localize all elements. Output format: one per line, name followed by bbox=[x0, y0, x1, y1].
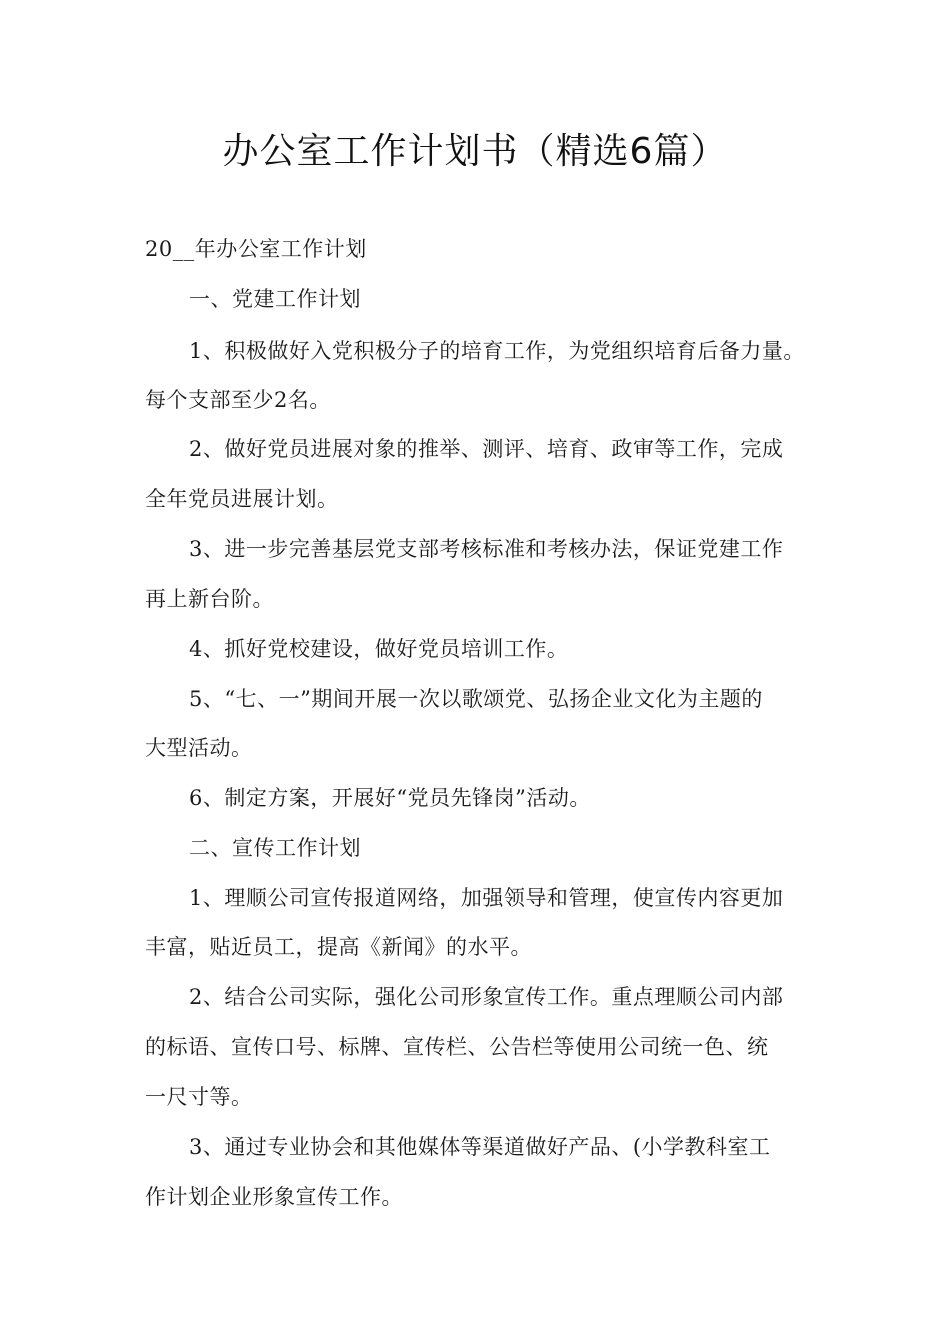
paragraph-line: 1、积极做好入党积极分子的培育工作，为党组织培育后备力量。 bbox=[189, 339, 805, 363]
paragraph-line: 1、理顺公司宣传报道网络，加强领导和管理，使宣传内容更加 bbox=[189, 886, 784, 910]
paragraph-line: 再上新台阶。 bbox=[145, 587, 274, 611]
section-heading: 一、党建工作计划 bbox=[189, 287, 361, 311]
paragraph-line: 丰富，贴近员工，提高《新闻》的水平。 bbox=[145, 935, 532, 959]
paragraph-line: 每个支部至少2名。 bbox=[145, 388, 331, 412]
paragraph-line: 2、做好党员进展对象的推举、测评、培育、政审等工作，完成 bbox=[189, 437, 784, 461]
paragraph-line: 一尺寸等。 bbox=[145, 1085, 253, 1109]
paragraph-line: 3、进一步完善基层党支部考核标准和考核办法，保证党建工作 bbox=[189, 537, 784, 561]
paragraph-line: 6、制定方案，开展好“党员先锋岗”活动。 bbox=[189, 786, 591, 810]
paragraph-line: 3、通过专业协会和其他媒体等渠道做好产品、(小学教科室工 bbox=[189, 1135, 771, 1159]
paragraph-line: 的标语、宣传口号、标牌、宣传栏、公告栏等使用公司统一色、统 bbox=[145, 1035, 769, 1059]
document-title: 办公室工作计划书（精选6篇） bbox=[222, 131, 728, 172]
paragraph-line: 2、结合公司实际，强化公司形象宣传工作。重点理顺公司内部 bbox=[189, 985, 784, 1009]
section-heading: 二、宣传工作计划 bbox=[189, 836, 361, 860]
paragraph-line: 大型活动。 bbox=[145, 736, 253, 760]
section-heading: 20__年办公室工作计划 bbox=[145, 237, 367, 261]
paragraph-line: 作计划企业形象宣传工作。 bbox=[145, 1185, 403, 1209]
paragraph-line: 5、“七、一”期间开展一次以歌颂党、弘扬企业文化为主题的 bbox=[189, 687, 763, 711]
paragraph-line: 全年党员进展计划。 bbox=[145, 487, 339, 511]
paragraph-line: 4、抓好党校建设，做好党员培训工作。 bbox=[189, 637, 569, 661]
